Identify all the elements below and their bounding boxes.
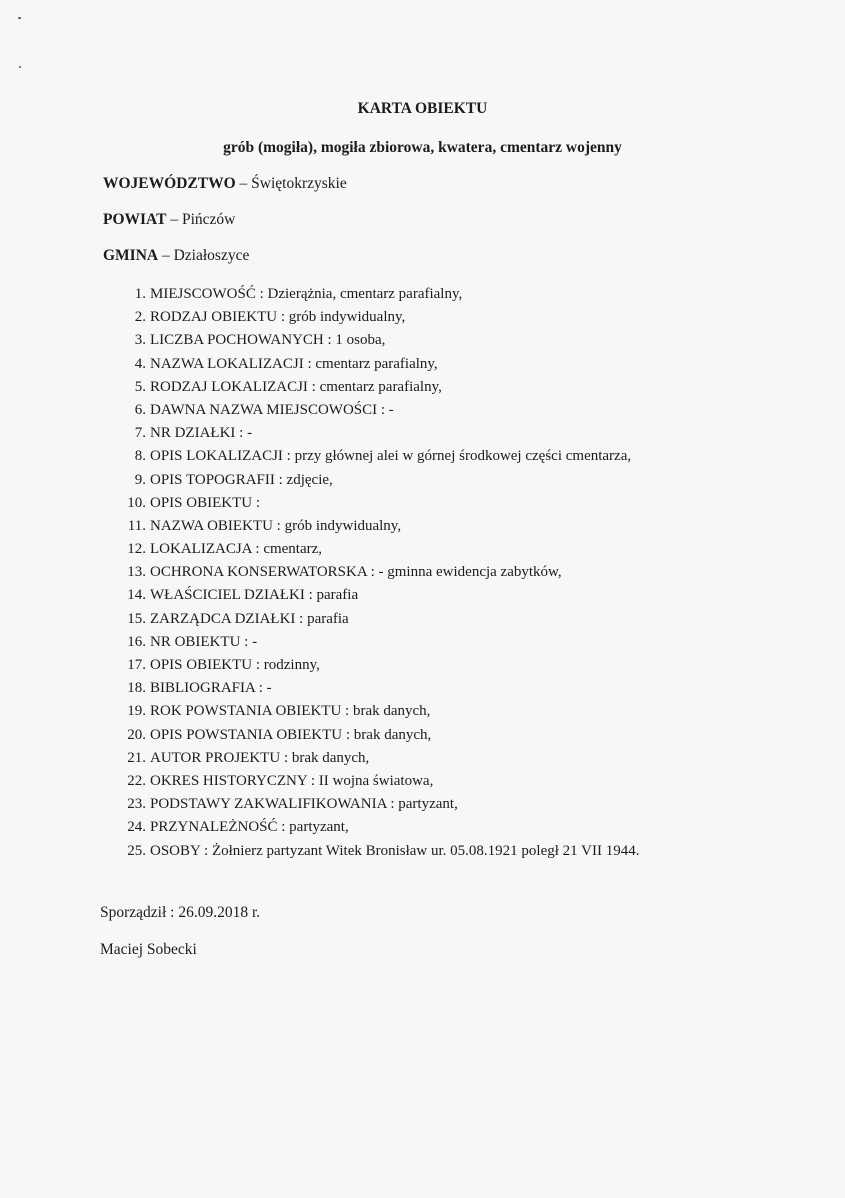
list-item-number: 13. bbox=[127, 564, 146, 581]
list-item bbox=[103, 816, 639, 839]
list-item-number: 8. bbox=[134, 448, 146, 465]
list-item bbox=[103, 538, 639, 561]
list-item-number: 15. bbox=[127, 610, 146, 627]
list-item-number: 17. bbox=[127, 657, 146, 673]
list-item-number: 21. bbox=[127, 749, 146, 766]
list-item bbox=[103, 724, 639, 747]
list-item bbox=[103, 793, 639, 816]
list-item-number: 5. bbox=[134, 378, 146, 395]
list-item-text: BIBLIOGRAFIA : - bbox=[150, 680, 272, 697]
list-item-number: 19. bbox=[127, 703, 146, 720]
list-item-text: OCHRONA KONSERWATORSKA : - gminna ewidencja zabytków, bbox=[150, 564, 562, 581]
list-item-text: WŁAŚCICIEL DZIAŁKI : parafia bbox=[150, 587, 359, 604]
list-item-number: 14. bbox=[127, 587, 146, 604]
list-item bbox=[103, 329, 639, 352]
list-item-text: RODZAJ LOKALIZACJI : cmentarz parafialny, bbox=[150, 378, 442, 395]
list-item-number: 24. bbox=[127, 819, 146, 836]
list-item-text: OPIS TOPOGRAFII : zdjęcie, bbox=[150, 471, 333, 488]
list-item-number: 10. bbox=[127, 494, 146, 511]
list-item-text: OPIS OBIEKTU : bbox=[150, 494, 261, 511]
list-item-text: OPIS LOKALIZACJI : przy głównej alei w górnej środkowej części cmentarza, bbox=[150, 448, 632, 465]
list-item-text: OPIS POWSTANIA OBIEKTU : brak danych, bbox=[150, 726, 432, 743]
list-item-text: PRZYNALEŻNOŚĆ : partyzant, bbox=[150, 819, 349, 836]
list-item bbox=[103, 561, 639, 584]
list-item-text: NAZWA OBIEKTU : grób indywidualny, bbox=[150, 517, 402, 534]
list-item bbox=[103, 376, 639, 399]
list-item-number: 1. bbox=[134, 286, 146, 302]
list-item bbox=[103, 469, 639, 492]
list-item bbox=[103, 770, 639, 793]
field-value: – Świętokrzyskie bbox=[239, 175, 347, 192]
field-wojewodztwo bbox=[103, 175, 347, 193]
list-item bbox=[103, 840, 639, 863]
field-value: – Pińczów bbox=[170, 211, 236, 228]
list-item-number: 11. bbox=[127, 517, 146, 534]
list-item-number: 18. bbox=[127, 680, 146, 697]
list-item-text: OKRES HISTORYCZNY : II wojna światowa, bbox=[150, 772, 434, 789]
list-item-text: LICZBA POCHOWANYCH : 1 osoba, bbox=[150, 332, 386, 349]
list-item-text: LOKALIZACJA : cmentarz, bbox=[150, 541, 323, 558]
list-item-text: OPIS OBIEKTU : rodzinny, bbox=[150, 657, 320, 673]
document-subtitle: grób (mogiła), mogiła zbiorowa, kwatera, cmentarz wojenny bbox=[223, 139, 622, 156]
list-item-text: MIEJSCOWOŚĆ : Dzierążnia, cmentarz parafialny, bbox=[150, 286, 463, 302]
list-item bbox=[103, 283, 639, 306]
list-item-text: RODZAJ OBIEKTU : grób indywidualny, bbox=[150, 309, 406, 326]
list-item-number: 20. bbox=[127, 726, 146, 743]
list-item bbox=[103, 700, 639, 723]
list-item-text: AUTOR PROJEKTU : brak danych, bbox=[150, 749, 370, 766]
list-item-number: 23. bbox=[127, 796, 146, 813]
list-item bbox=[103, 677, 639, 700]
field-value: – Działoszyce bbox=[161, 247, 250, 264]
list-item bbox=[103, 422, 639, 445]
list-item-number: 12. bbox=[127, 541, 146, 558]
numbered-list bbox=[103, 283, 639, 863]
list-item bbox=[103, 515, 639, 538]
list-item-number: 22. bbox=[127, 772, 146, 789]
list-item-number: 7. bbox=[134, 425, 146, 442]
list-item bbox=[103, 399, 639, 422]
list-item-number: 25. bbox=[127, 842, 146, 859]
field-label: GMINA bbox=[103, 247, 159, 264]
list-item-number: 3. bbox=[134, 332, 146, 349]
field-label: POWIAT bbox=[103, 211, 167, 228]
document-title: KARTA OBIEKTU bbox=[357, 100, 488, 117]
list-item bbox=[103, 608, 639, 631]
list-item bbox=[103, 584, 639, 607]
list-item-number: 16. bbox=[127, 633, 146, 650]
list-item-text: OSOBY : Żołnierz partyzant Witek Bronisław ur. 05.08.1921 poległ 21 VII 1944. bbox=[150, 842, 640, 859]
list-item bbox=[103, 747, 639, 770]
list-item bbox=[103, 445, 639, 468]
list-item bbox=[103, 353, 639, 376]
list-item bbox=[103, 306, 639, 329]
list-item-number: 4. bbox=[134, 355, 146, 372]
scan-speck bbox=[19, 66, 21, 68]
list-item-text: ROK POWSTANIA OBIEKTU : brak danych, bbox=[150, 703, 431, 720]
scan-speck bbox=[18, 17, 21, 19]
list-item bbox=[103, 631, 639, 654]
list-item-text: PODSTAWY ZAKWALIFIKOWANIA : partyzant, bbox=[150, 796, 458, 813]
author-name: Maciej Sobecki bbox=[100, 941, 197, 958]
list-item-text: NAZWA LOKALIZACJI : cmentarz parafialny, bbox=[150, 355, 438, 372]
list-item-text: ZARZĄDCA DZIAŁKI : parafia bbox=[150, 610, 349, 627]
field-powiat bbox=[103, 211, 235, 229]
list-item-text: NR DZIAŁKI : - bbox=[150, 425, 253, 442]
field-label: WOJEWÓDZTWO bbox=[103, 175, 236, 192]
prepared-date: Sporządził : 26.09.2018 r. bbox=[100, 904, 261, 921]
field-gmina bbox=[103, 247, 249, 265]
list-item-number: 9. bbox=[134, 471, 146, 488]
list-item-number: 2. bbox=[134, 309, 146, 326]
list-item-text: NR OBIEKTU : - bbox=[150, 633, 258, 650]
list-item bbox=[103, 492, 639, 515]
list-item-text: DAWNA NAZWA MIEJSCOWOŚCI : - bbox=[150, 401, 394, 418]
list-item bbox=[103, 654, 639, 677]
list-item-number: 6. bbox=[134, 401, 146, 418]
